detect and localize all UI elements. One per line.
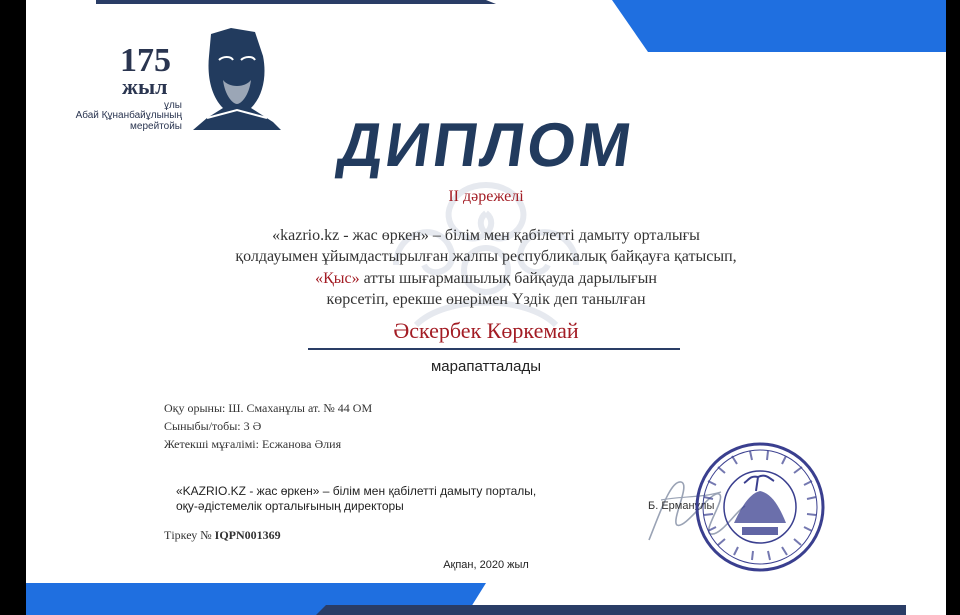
degree-label: ІІ дәрежелі <box>448 188 524 205</box>
stamp-icon <box>694 441 826 573</box>
teacher-info: Жетекші мұғалімі: Есжанова Әлия <box>164 437 342 451</box>
recipient-name: Әскербек Көркемай <box>393 318 579 343</box>
body-line-4: көрсетіп, ерекше өнерімен Үздік деп танылған <box>326 291 646 308</box>
signer-name: Б. Ерманұлы <box>648 500 715 512</box>
contest-name: «Қыс» <box>315 270 360 287</box>
body-line-3-rest: атты шығармашылық байқауда дарылығын <box>359 270 657 287</box>
name-underline <box>308 348 680 350</box>
body-line-3 <box>26 268 946 290</box>
logo-number: 175 <box>120 42 171 79</box>
registration <box>164 528 281 543</box>
registration-number: IQPN001369 <box>214 528 281 542</box>
logo-line-3: мерейтойы <box>130 121 182 132</box>
logo-word: жыл <box>122 74 168 99</box>
logo-line-1: ұлы <box>163 100 182 111</box>
body-line-2: қолдауымен ұйымдастырылған жалпы республикалық байқауға қатысып, <box>235 248 737 265</box>
director-line-1: «KAZRIO.KZ - жас өркен» – білім мен қабілетті дамыту порталы, <box>176 484 537 498</box>
diploma-title: ДИПЛОМ <box>333 111 639 180</box>
school-info: Оқу орыны: Ш. Смаханұлы ат. № 44 ОМ <box>164 401 373 415</box>
awarded-label: марапатталады <box>430 358 542 375</box>
director-line-2: оқу-әдістемелік орталығының директоры <box>176 499 404 513</box>
registration-label: Тіркеу № <box>164 528 212 542</box>
issue-date: Ақпан, 2020 жыл <box>443 559 529 571</box>
logo-line-2: Абай Құнанбайұлының <box>75 110 182 121</box>
class-info: Сыныбы/тобы: 3 Ә <box>164 419 262 433</box>
body-line-1: «kazrio.kz - жас өркен» – білім мен қабілетті дамыту орталығы <box>272 227 700 244</box>
diploma-sheet <box>26 0 946 615</box>
